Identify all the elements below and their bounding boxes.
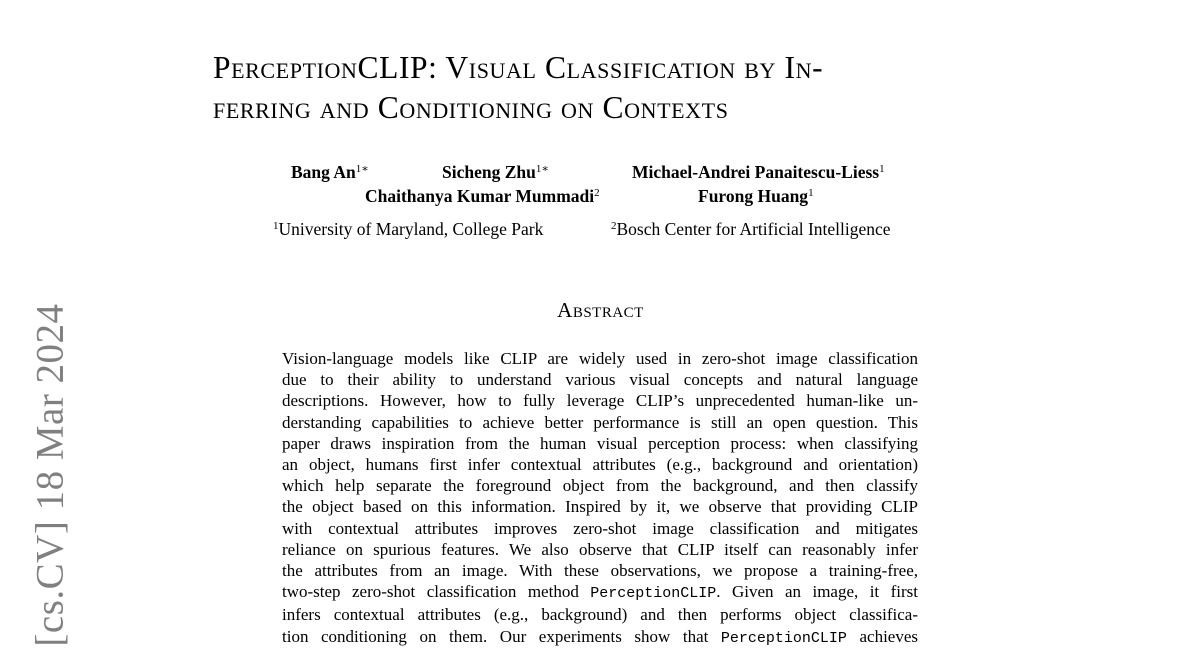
affiliation-umd: $^1$University of Maryland, College Park: [273, 219, 544, 239]
title-line-1: PerceptionCLIP: Visual Classification by In-: [213, 50, 824, 85]
title-line-2: ferring and Conditioning on Contexts: [213, 90, 729, 125]
method-name: PerceptionCLIP: [720, 629, 847, 647]
abstract-line: with contextual attributes improves zero-shot image classification and mitigates: [282, 518, 918, 538]
author-bang-an: Bang $An^{1∗}$: [291, 162, 369, 182]
abstract-body: [282, 348, 918, 649]
abstract-line: the attributes from an image. With these observations, we propose a training-free,: [282, 561, 918, 581]
abstract-line: descriptions. However, how to fully leverage CLIP’s unprecedented human-like un-: [282, 391, 918, 411]
author-row-2: [213, 184, 988, 208]
affiliation-bosch: $^2$Bosch Center for Artificial Intelligence: [611, 219, 891, 239]
abstract-line: infers contextual attributes (e.g., background) and then performs object classifica-: [282, 605, 918, 625]
abstract-line: two-step zero-shot classification method PerceptionCLIP. Given an image, it first: [282, 582, 918, 603]
abstract-line: the object based on this information. Inspired by it, we observe that providing CLIP: [282, 497, 918, 517]
abstract-line: paper draws inspiration from the human visual perception process: when classifying: [282, 433, 918, 453]
abstract-line: tion conditioning on them. Our experiments show that PerceptionCLIP achieves: [282, 626, 919, 647]
abstract-line: reliance on spurious features. We also observe that CLIP itself can reasonably infer: [282, 539, 918, 559]
abstract-line: derstanding capabilities to achieve better performance is still an open question. This: [282, 412, 918, 432]
abstract-line: due to their ability to understand various visual concepts and natural language: [282, 370, 918, 390]
author-sicheng-zhu: Sicheng Zhu$^{1∗}$: [442, 162, 549, 182]
abstract-line: Vision-language models like CLIP are widely used in zero-shot image classification: [282, 349, 918, 368]
paper-title: [213, 48, 1013, 128]
method-name: PerceptionCLIP: [590, 585, 717, 603]
author-furong-huang: Furong Huang$^1$: [698, 186, 814, 206]
author-row-1: [213, 160, 988, 184]
author-michael-andrei: Michael-Andrei Panaitescu-Liess$^1$: [632, 162, 885, 182]
abstract-heading: Abstract: [557, 298, 644, 322]
author-list: [213, 160, 988, 208]
abstract-line: which help separate the foreground object from the background, and then classify: [282, 476, 918, 496]
author-chaithanya: Chaithanya Kumar Mummadi$^2$: [365, 186, 600, 206]
arxiv-identifier: [cs.CV] 18 Mar 2024: [28, 303, 72, 647]
abstract-line: an object, humans first infer contextual attributes (e.g., background and orientation): [282, 455, 918, 475]
